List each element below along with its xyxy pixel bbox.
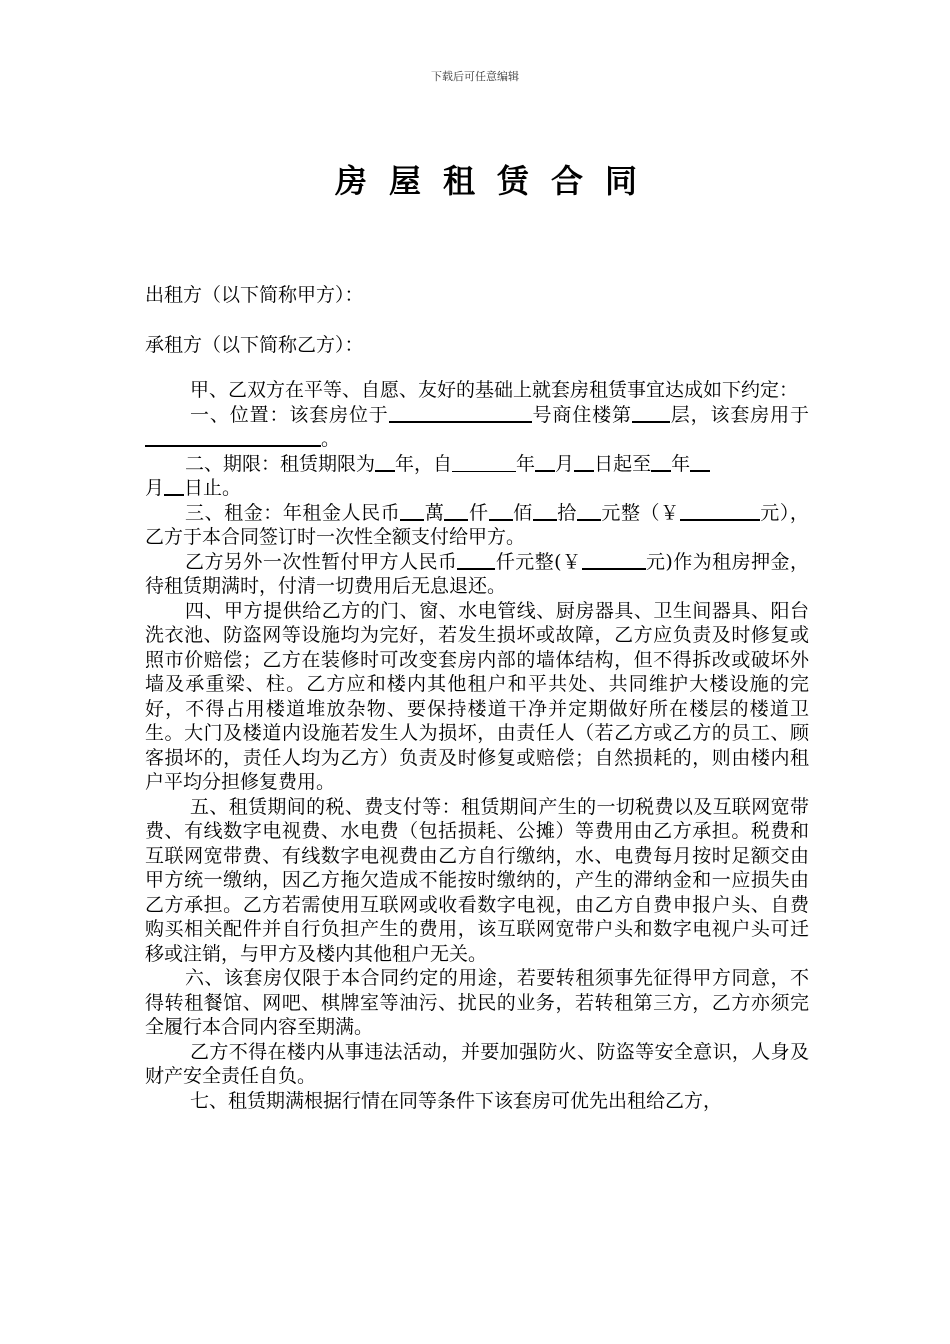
intro-paragraph: 甲、乙双方在平等、自愿、友好的基础上就套房租赁事宜达成如下约定： <box>190 379 799 401</box>
clause-4-facilities: 四、甲方提供给乙方的门、窗、水电管线、厨房器具、卫生间器具、阳台洗衣池、防盗网等设施均为完好，若发生损坏或故障，乙方应负责及时修复或照市价赔偿；乙方在装修时可改变套房内部的墙体结构，但不得拆改或破坏外墙及承重梁、柱。乙方应和楼内其他租户和平共处、共同维护大楼设施的完好，不得占用楼道堆放杂物、要保持楼道干净并定期做好所在楼层的楼道卫生。大门及楼道内设施若发生人为损坏，由责任人（若乙方或乙方的员工、顾客损坏的，责任人均为乙方）负责及时修复或赔偿；自然损耗的，则由楼内租户平均分担修复费用。 <box>145 599 809 793</box>
clause-5-fees: 五、租赁期间的税、费支付等：租赁期间产生的一切税费以及互联网宽带费、有线数字电视费、水电费（包括损耗、公摊）等费用由乙方承担。税费和互联网宽带费、有线数字电视费由乙方自行缴纳，水、电费每月按时足额交由甲方统一缴纳，因乙方拖欠造成不能按时缴纳的，产生的滞纳金和一应损失由乙方承担。乙方若需使用互联网或收看数字电视，由乙方自费申报户头、自费购买相关配件并自行负担产生的费用，该互联网宽带户头和数字电视户头可迁移或注销，与甲方及楼内其他租户无关。 <box>145 795 809 965</box>
blank-usage <box>145 427 321 447</box>
blank-shi <box>533 501 557 521</box>
blank-start-day <box>574 452 594 472</box>
blank-end-month <box>690 452 710 472</box>
blank-end-year <box>651 452 671 472</box>
lessee-label: 承租方（以下简称乙方）： <box>145 334 364 356</box>
clause-7-renewal: 七、租赁期满根据行情在同等条件下该套房可优先出租给乙方， <box>190 1089 723 1112</box>
deposit-paragraph: 乙方另外一次性暂付甲方人民币 仟元整(￥ 元)作为租房押金，待租赁期满时，付清一切费用后无息退还。 <box>145 550 809 597</box>
blank-start-month <box>535 452 555 472</box>
clause-6-usage: 六、该套房仅限于本合同约定的用途，若要转租须事先征得甲方同意，不得转租餐馆、网吧、棋牌室等油污、扰民的业务，若转租第三方，乙方亦须完全履行本合同内容至期满。 <box>145 967 809 1038</box>
lessor-label: 出租方（以下简称甲方）： <box>145 284 364 306</box>
blank-start-year <box>452 453 516 472</box>
blank-years <box>375 452 395 472</box>
blank-floor <box>632 403 670 423</box>
contract-body <box>145 378 809 1113</box>
blank-rent-amount <box>680 501 760 521</box>
blank-address <box>389 403 532 423</box>
header-note: 下载后可任意编辑 <box>431 70 519 83</box>
page-title: 房屋租赁合同 <box>334 162 659 200</box>
clause-6-safety: 乙方不得在楼内从事违法活动，并要加强防火、防盗等安全意识，人身及财产安全责任自负。 <box>145 1040 809 1087</box>
blank-qian <box>444 501 468 521</box>
blank-wan <box>400 501 424 521</box>
clause-1-location: 一、位置：该套房位于 号商住楼第 层，该套房用于。 <box>145 403 809 452</box>
blank-bai <box>489 501 513 521</box>
blank-yuan <box>577 501 601 521</box>
blank-deposit-amount <box>582 550 646 570</box>
clause-2-term: 二、期限：租赁期限为 年，自 年 月 日起至 年 月 日止。 <box>145 452 809 501</box>
blank-end-day <box>164 476 184 496</box>
clause-3-rent: 三、租金：年租金人民币 萬 仟 佰 拾 元整（￥ 元），乙方于本合同签订时一次性全额支付给甲方。 <box>145 501 809 548</box>
blank-deposit-qian <box>457 550 495 570</box>
